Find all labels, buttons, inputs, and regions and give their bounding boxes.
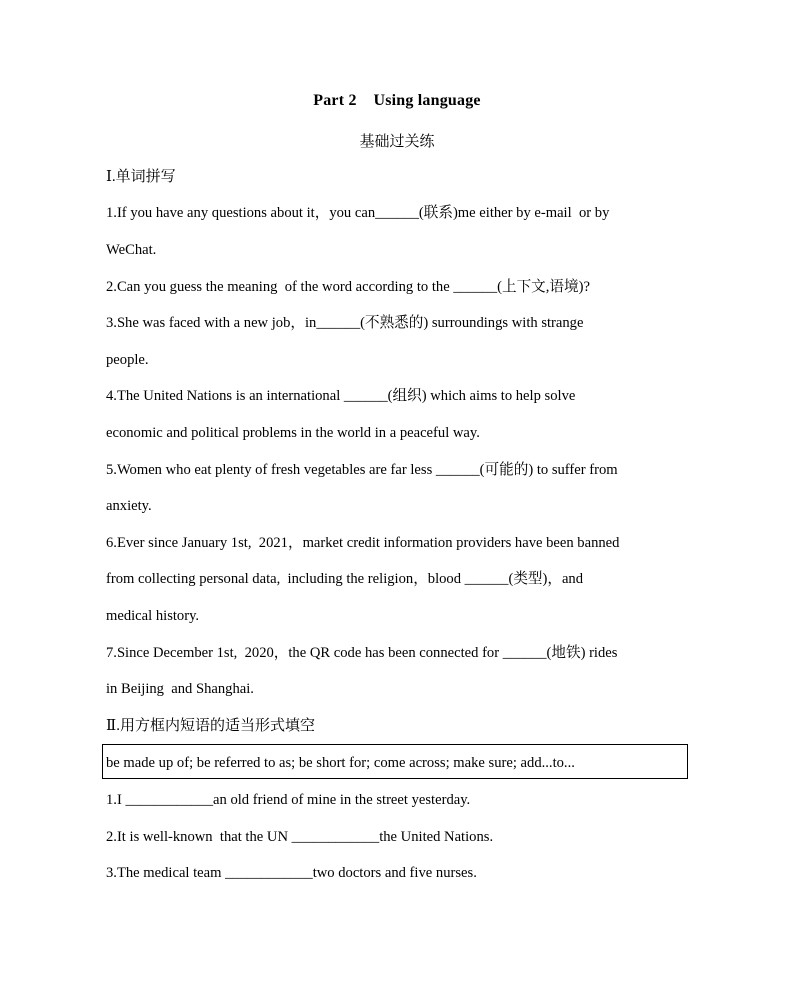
question-line: 6.Ever since January 1st, 2021，market credit information providers have been banned xyxy=(106,535,620,551)
question-line: people. xyxy=(106,352,149,368)
phrase-box xyxy=(102,744,688,779)
question-line: medical history. xyxy=(106,608,200,624)
section-heading-spelling: Ⅰ.单词拼写 xyxy=(106,169,176,185)
question-line: 3.The medical team ____________two doctors and five nurses. xyxy=(106,865,477,881)
page-subtitle: 基础过关练 xyxy=(359,134,435,150)
question-line: from collecting personal data, including the religion，blood ______(类型)，and xyxy=(106,571,584,587)
section-heading-phrases: Ⅱ.用方框内短语的适当形式填空 xyxy=(106,718,315,734)
phrase-list: be made up of; be referred to as; be short for; come across; make sure; add...to... xyxy=(106,755,575,771)
question-line: WeChat. xyxy=(106,242,157,258)
question-line: 1.If you have any questions about it，you can______(联系)me either by e-mail or by xyxy=(106,205,610,221)
question-line: in Beijing and Shanghai. xyxy=(106,681,254,697)
question-line: economic and political problems in the world in a peaceful way. xyxy=(106,425,480,441)
question-line: 3.She was faced with a new job，in______(不熟悉的) surroundings with strange xyxy=(106,315,584,331)
question-line: 2.It is well-known that the UN ____________the United Nations. xyxy=(106,829,494,845)
question-line: 4.The United Nations is an international ______(组织) which aims to help solve xyxy=(106,388,576,404)
question-line: 2.Can you guess the meaning of the word according to the ______(上下文,语境)? xyxy=(106,279,590,295)
question-line: 7.Since December 1st, 2020，the QR code has been connected for ______(地铁) rides xyxy=(106,645,618,661)
question-line: anxiety. xyxy=(106,498,152,514)
page-title: Part 2 Using language xyxy=(313,92,481,109)
question-line: 5.Women who eat plenty of fresh vegetables are far less ______(可能的) to suffer from xyxy=(106,462,618,478)
question-line: 1.I ____________an old friend of mine in the street yesterday. xyxy=(106,792,471,808)
